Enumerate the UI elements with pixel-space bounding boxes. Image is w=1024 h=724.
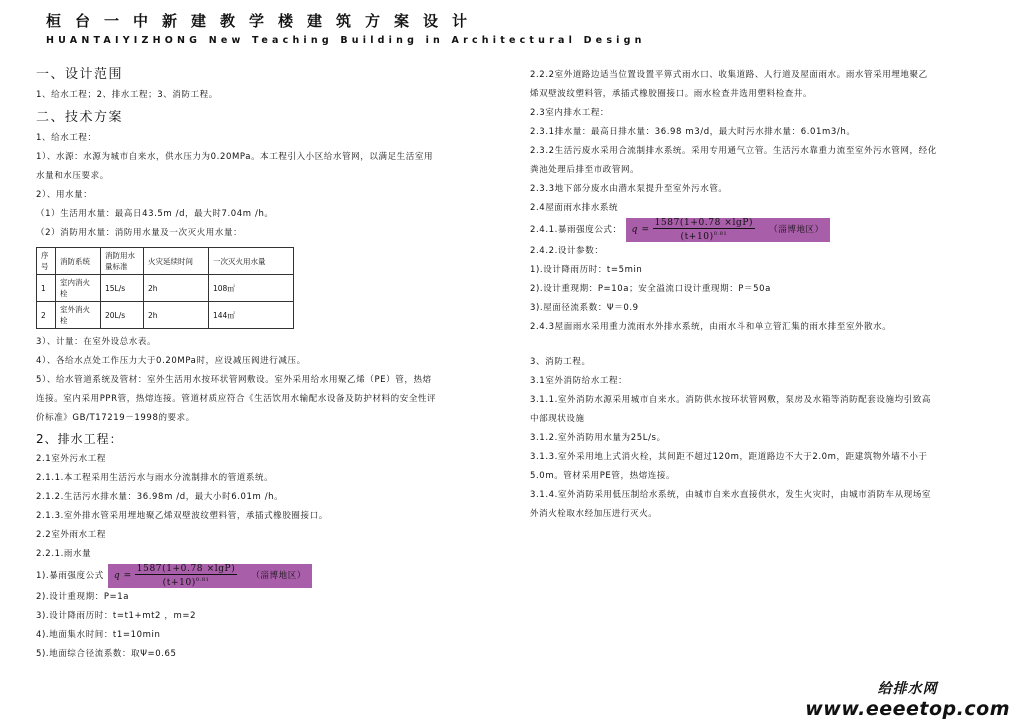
storm-intensity-label: 1).暴雨强度公式 (36, 570, 104, 581)
table-cell: 15L/s (101, 275, 144, 302)
design-params-title: 2.4.2.设计参数： (530, 246, 604, 256)
formula-q: q = (113, 570, 132, 581)
table-header-cell: 火灾延续时间 (144, 248, 209, 275)
fire-water-source-text: 3.1.1.室外消防水源采用城市自来水。消防供水按环状管网敷，泵房及水箱等消防配套设施均引致高 (530, 395, 932, 405)
table-header-cell: 一次灭火用水量 (209, 248, 294, 275)
table-row (37, 275, 294, 302)
water-source-text-cont: 水量和水压要求。 (36, 171, 109, 181)
table-row (37, 302, 294, 329)
outdoor-rainwater-title: 2.2室外雨水工程 (36, 530, 106, 540)
left-column (36, 62, 506, 664)
watermark-cn: 给排水网 (877, 681, 938, 697)
indoor-drainage-volume: 2.3.1排水量：最高日排水量：36.98 m3/d，最大时污水排水量：6.01m3/h。 (530, 127, 856, 137)
table-header-cell: 消防用水量标准 (101, 248, 144, 275)
hydrant-text-cont: 5.0m。管材采用PE管，热熔连接。 (530, 471, 676, 481)
water-source-text: 1）、水源：水源为城市自来水，供水压力为0.20MPa。本工程引入小区给水管网，以满足生活室用 (36, 152, 434, 162)
roof-gravity-drainage-text: 2.4.3屋面雨水采用重力流雨水外排水系统，由雨水斗和单立管汇集的雨水排至室外散水。 (530, 322, 892, 332)
fire-water-source-text-cont: 中部现状设施 (530, 414, 585, 424)
roof-storm-intensity-formula (626, 218, 830, 242)
site-watermark (805, 678, 1010, 720)
indoor-drainage-system-cont: 粪池处理后排至市政管网。 (530, 165, 640, 175)
table-cell: 1 (37, 275, 56, 302)
table-header-cell: 消防系统 (56, 248, 101, 275)
formula-numerator: 1587(1+0.78 ×lgP) (654, 218, 754, 228)
collection-time-text: 4).地面集水时间：t1=10min (36, 630, 161, 640)
table-cell: 室内消火栓 (56, 275, 101, 302)
storm-intensity-line (36, 564, 506, 588)
drainage-title: 2、排水工程： (36, 432, 123, 446)
water-supply-title: 1、给水工程： (36, 133, 97, 143)
road-rainwater-text: 2.2.2室外道路边适当位置设置平箅式雨水口、收集道路、人行道及屋面雨水。雨水管采用埋地聚乙 (530, 70, 928, 80)
pipe-material-text-cont: 连接。室内采用PPR管，热熔连接。管道材质应符合《生活饮用水输配水设备及防护材料的安全性评 (36, 394, 437, 404)
watermark-url: www.eeeetop.com (805, 698, 1010, 720)
formula-denominator: $(t+10)^{0.81}$ (680, 231, 728, 242)
table-cell: 2h (144, 302, 209, 329)
page-subtitle: HUANTAIYIZHONG New Teaching Building in Architectural Design (46, 35, 646, 46)
page-title: 桓台一中新建教学楼建筑方案设计 (46, 12, 482, 30)
table-cell: 2 (37, 302, 56, 329)
indoor-drainage-title: 2.3室内排水工程： (530, 108, 610, 118)
sewage-system-text: 2.1.1.本工程采用生活污水与雨水分流制排水的管道系统。 (36, 473, 274, 483)
pressure-text: 4）、各给水点处工作压力大于0.20MPa时，应设减压阀进行减压。 (36, 356, 306, 366)
fire-water-table (36, 247, 294, 329)
basement-drainage-text: 2.3.3地下部分废水由潜水泵提升至室外污水管。 (530, 184, 728, 194)
formula-region: （淄博地区） (251, 570, 306, 581)
hydrant-text: 3.1.3.室外采用地上式消火栓，其间距不超过120m，距道路边不大于2.0m，距建筑物外墙不小于 (530, 452, 928, 462)
table-cell: 室外消火栓 (56, 302, 101, 329)
formula-fraction (653, 218, 756, 242)
table-cell: 144㎡ (209, 302, 294, 329)
rain-duration-text: 3).设计降雨历时：t=t1+mt2 ，m=2 (36, 611, 197, 621)
roof-runoff-coefficient: 3).屋面径流系数：Ψ＝0.9 (530, 303, 639, 313)
return-period-text: 2).设计重现期：P=1a (36, 592, 130, 602)
pipe-material-text: 5）、给水管道系统及管材：室外生活用水按环状管网敷设。室外采用给水用聚乙烯（PE）管，热熔 (36, 375, 432, 385)
outdoor-fire-water-title: 3.1室外消防给水工程： (530, 376, 628, 386)
table-cell: 2h (144, 275, 209, 302)
roof-return-period: 2).设计重现期：P=10a；安全溢流口设计重现期：P＝50a (530, 284, 771, 294)
table-header-row (37, 248, 294, 275)
table-cell: 20L/s (101, 302, 144, 329)
low-pressure-system-text: 3.1.4.室外消防采用低压制给水系统，由城市自来水直接供水，发生火灾时，由城市消防车从现场室 (530, 490, 932, 500)
formula-fraction (135, 564, 238, 588)
fire-protection-title: 3、消防工程。 (530, 357, 591, 367)
pipe-material-text-cont2: 价标准》GB/T17219－1998的要求。 (36, 413, 195, 423)
outdoor-sewage-title: 2.1室外污水工程 (36, 454, 106, 464)
low-pressure-system-text-cont: 外消火栓取水经加压进行灭火。 (530, 509, 658, 519)
formula-denominator: $(t+10)^{0.81}$ (162, 577, 210, 588)
roof-storm-intensity-label: 2.4.1.暴雨强度公式： (530, 224, 622, 235)
indoor-drainage-system: 2.3.2生活污废水采用合流制排水系统。采用专用通气立管。生活污水靠重力流至室外污水管网，经化 (530, 146, 937, 156)
formula-numerator: 1587(1+0.78 ×lgP) (136, 564, 236, 574)
fire-water-volume-text: 3.1.2.室外消防用水量为25L/s。 (530, 433, 666, 443)
sewage-pipe-text: 2.1.3.室外排水管采用埋地聚乙烯双壁波纹塑料管，承插式橡胶圈接口。 (36, 511, 328, 521)
water-demand-title: 2）、用水量： (36, 190, 93, 200)
section-design-scope: 一、设计范围 (36, 67, 124, 82)
domestic-water-demand: （1）生活用水量：最高日43.5m /d，最大时7.04m /h。 (36, 209, 274, 219)
rainwater-volume-title: 2.2.1.雨水量 (36, 549, 92, 559)
fire-water-demand: （2）消防用水量：消防用水量及一次灭火用水量： (36, 228, 243, 238)
roof-rainwater-title: 2.4屋面雨水排水系统 (530, 203, 619, 213)
table-header-cell: 序号 (37, 248, 56, 275)
runoff-coefficient-text: 5).地面综合径流系数：取Ψ=0.65 (36, 649, 177, 659)
road-rainwater-text-cont: 烯双壁波纹塑料管，承插式橡胶圈接口。雨水检查井选用塑料检查井。 (530, 89, 813, 99)
sewage-volume-text: 2.1.2.生活污水排水量：36.98m /d，最大小时6.01m /h。 (36, 492, 284, 502)
roof-rain-duration: 1).设计降雨历时：t=5min (530, 265, 643, 275)
metering-text: 3）、计量：在室外设总水表。 (36, 337, 157, 347)
storm-intensity-formula (108, 564, 312, 588)
formula-region: （淄博地区） (769, 224, 824, 235)
formula-q: q = (631, 224, 650, 235)
design-scope-text: 1、给水工程；2、排水工程；3、消防工程。 (36, 90, 218, 100)
right-column (530, 66, 1000, 524)
roof-storm-intensity-line (530, 218, 1000, 242)
section-technical-plan: 二、技术方案 (36, 110, 124, 125)
table-cell: 108㎡ (209, 275, 294, 302)
